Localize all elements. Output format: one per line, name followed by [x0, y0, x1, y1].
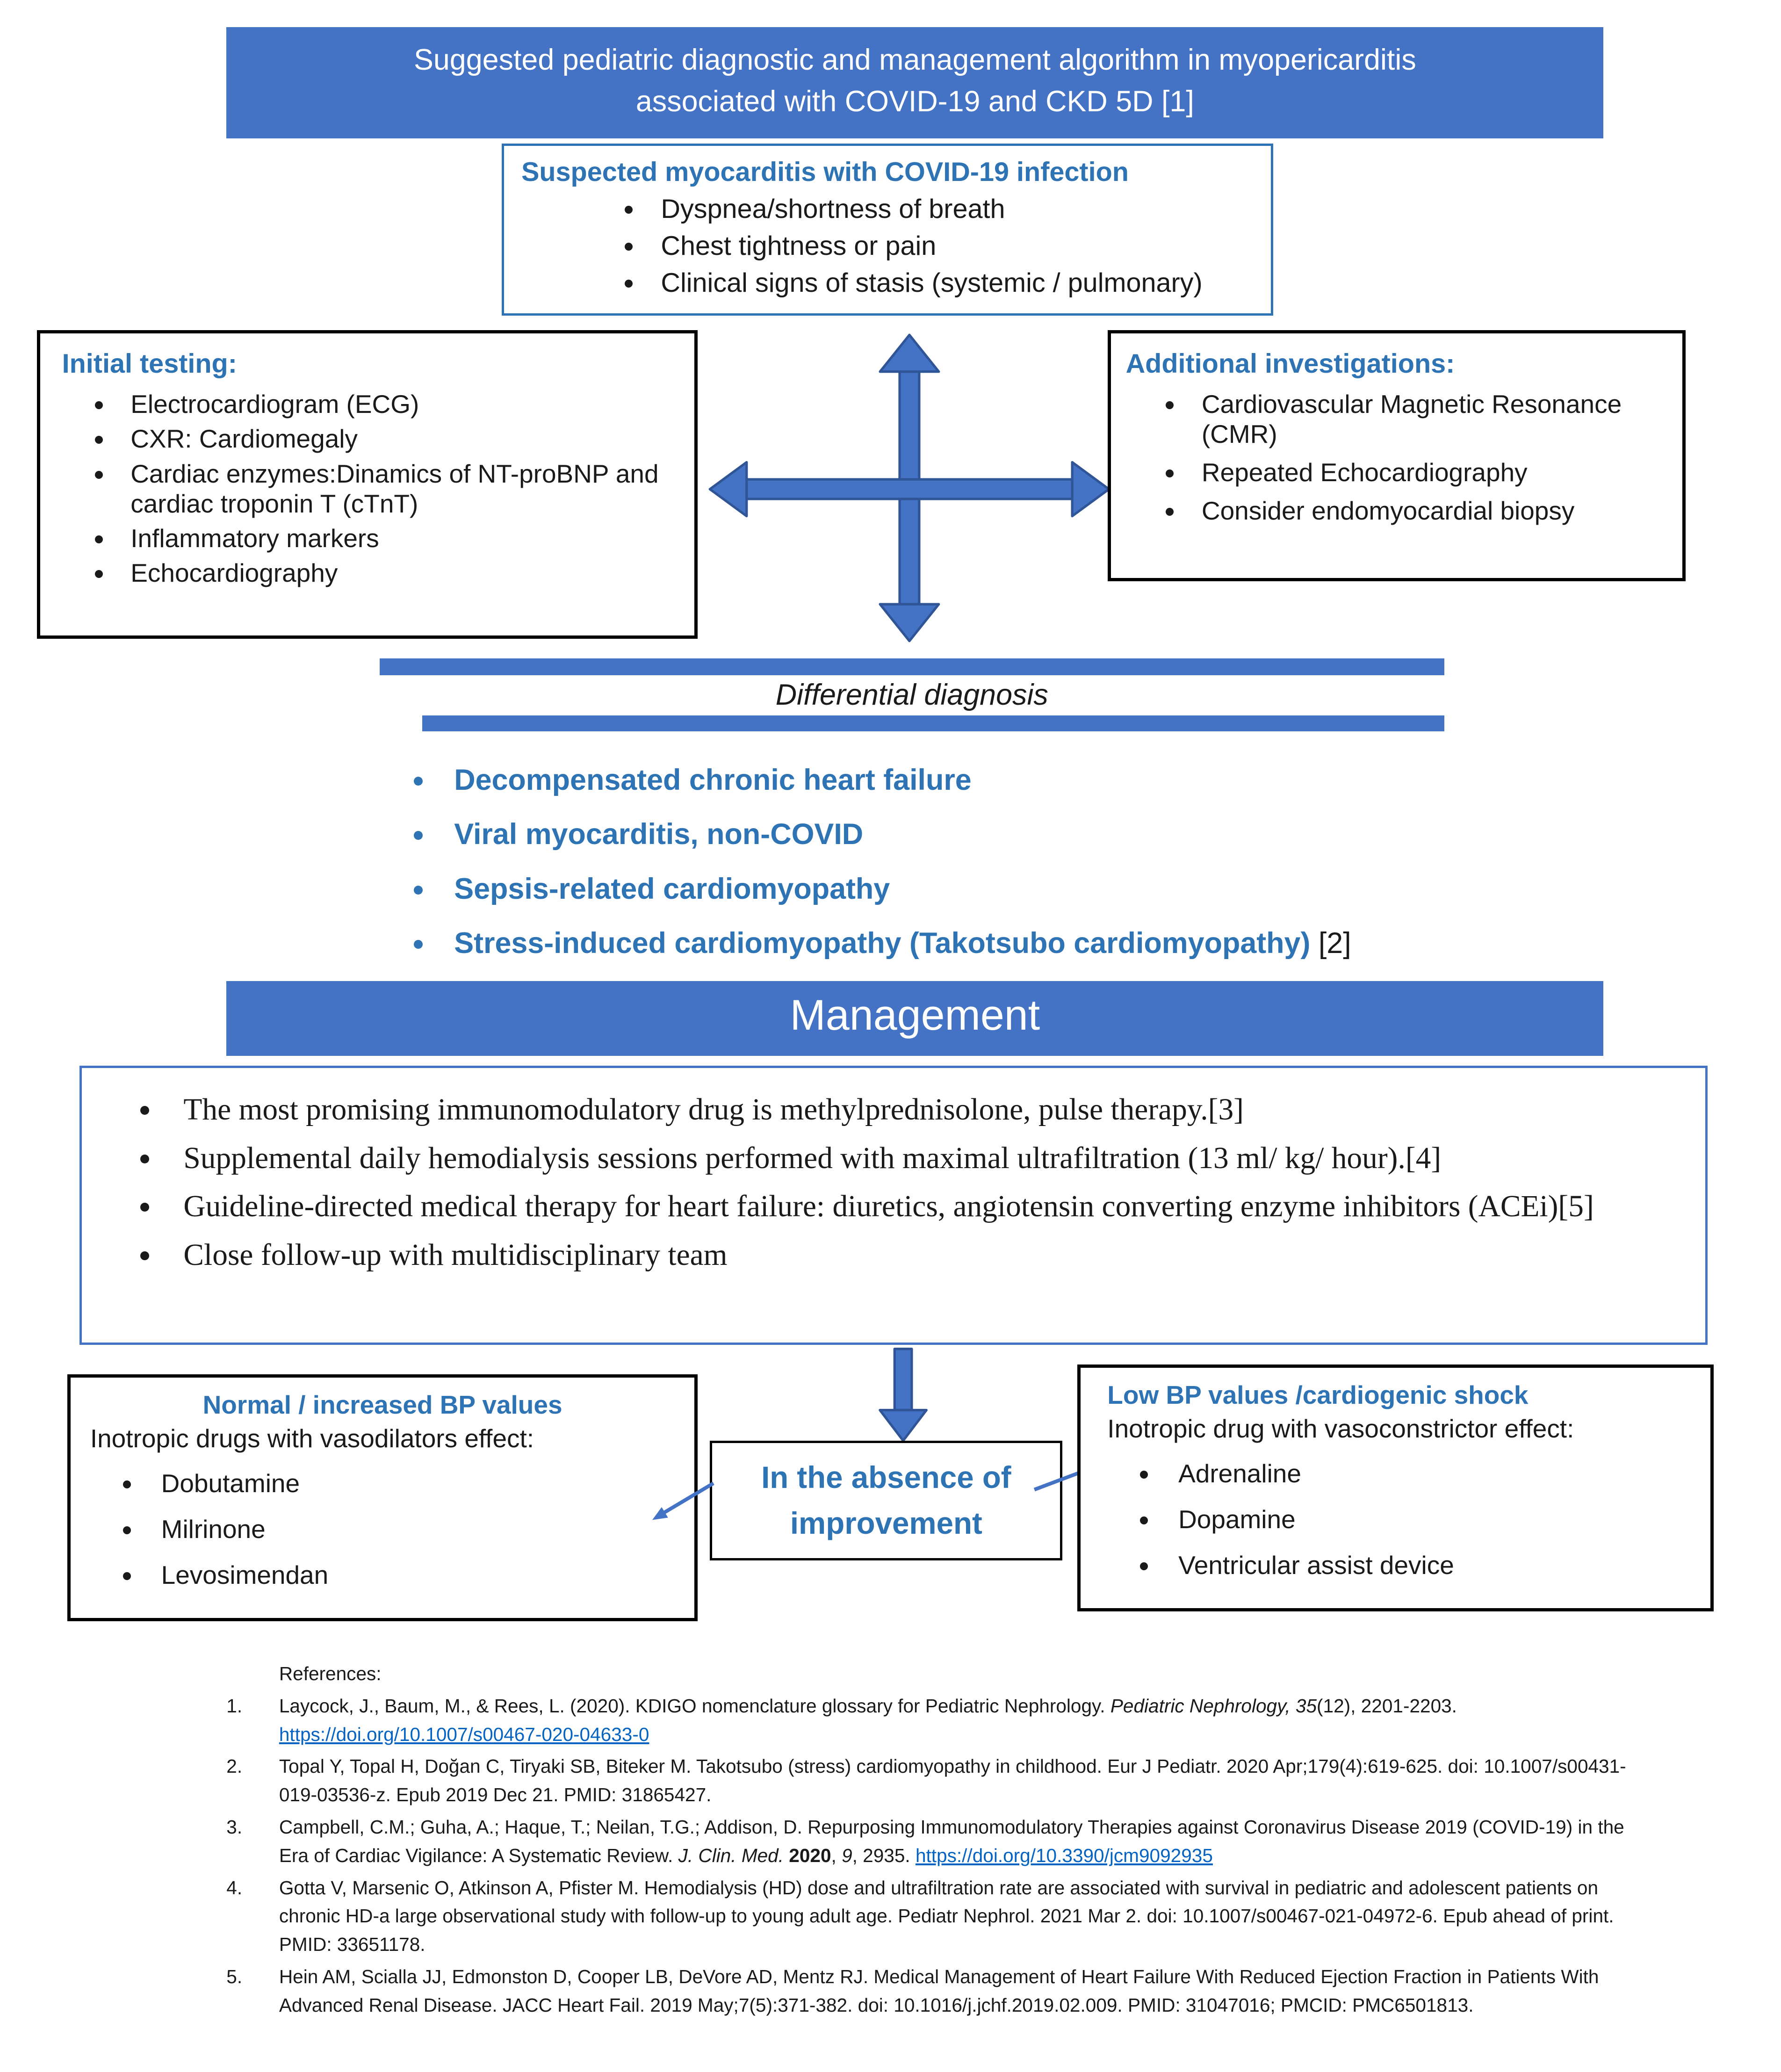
reference-item: [226, 1963, 1634, 2020]
cross-arrows-icon: [707, 332, 1111, 643]
symptom-item: • Dyspnea/shortness of breath: [644, 194, 1254, 224]
test-item: • Echocardiography: [114, 558, 682, 588]
differential-item: [434, 763, 1781, 797]
differential-item: [434, 817, 1781, 851]
test-item: • CXR: Cardiomegaly: [114, 424, 682, 454]
management-item: • Supplemental daily hemodialysis sessions performed with maximal ultrafiltration (13 ml/ kg/ hour).[4]: [161, 1141, 1680, 1176]
drug-item: • Ventricular assist device: [1159, 1550, 1683, 1580]
reference-text: [279, 1692, 1634, 1749]
reference-part: ,: [831, 1844, 842, 1866]
reference-part-italic: 9: [842, 1844, 852, 1866]
differential-item-text: Stress-induced cardiomyopathy (Takotsubo cardiomyopathy): [454, 927, 1311, 960]
test-item: • Cardiac enzymes:Dinamics of NT-proBNP and cardiac troponin T (cTnT): [114, 459, 682, 519]
low-bp-box: [1077, 1364, 1714, 1611]
normal-bp-box: [67, 1374, 698, 1621]
low-bp-title: Low BP values /cardiogenic shock: [1107, 1380, 1529, 1410]
doi-link[interactable]: https://doi.org/10.1007/s00467-020-04633-0: [279, 1723, 649, 1745]
management-item: • Guideline-directed medical therapy for heart failure: diuretics, angiotensin converting enzyme inhibitors (ACEi)[5]: [161, 1189, 1680, 1224]
differential-item: [434, 926, 1781, 960]
reference-part: Laycock, J., Baum, M., & Rees, L. (2020). KDIGO nomenclature glossary for Pediatric Nephrology.: [279, 1695, 1110, 1717]
additional-investigations-box: [1108, 330, 1686, 581]
differential-title: Differential diagnosis: [775, 678, 1048, 711]
vasodilator-drug-list: [90, 1468, 675, 1590]
references-section: [226, 1660, 1634, 2020]
investigation-item: • Consider endomyocardial biopsy: [1184, 496, 1667, 526]
reference-number: 2.: [226, 1755, 243, 1777]
drug-item: • Adrenaline: [1159, 1458, 1683, 1488]
management-item: • The most promising immunomodulatory drug is methylprednisolone, pulse therapy.[3]: [161, 1092, 1680, 1127]
drug-item: • Dobutamine: [142, 1468, 675, 1498]
suspected-myocarditis-box: [502, 144, 1273, 316]
testing-section: [0, 330, 1781, 649]
differential-bottom-bar: [422, 715, 1444, 731]
reference-number: 3.: [226, 1816, 243, 1838]
management-list: [107, 1092, 1681, 1273]
drug-item: • Milrinone: [142, 1514, 675, 1544]
additional-investigations-list: [1126, 389, 1668, 526]
investigation-item: • Cardiovascular Magnetic Resonance (CMR): [1184, 389, 1667, 449]
citation-marker: [2]: [1310, 927, 1351, 960]
reference-part-italic: J. Clin. Med.: [678, 1844, 789, 1866]
differential-item-text: Decompensated chronic heart failure: [454, 763, 972, 796]
reference-text: Topal Y, Topal H, Doğan C, Tiryaki SB, Biteker M. Takotsubo (stress) cardiomyopathy in childhood. Eur J Pediatr. 2020 Apr;179(4):619-625. doi: 10.1007/s00431-019-03536-z. Epub 2019 Dec 21. PMID: 31865427.: [279, 1755, 1626, 1806]
suspected-box-title: Suspected myocarditis with COVID-19 infection: [521, 157, 1129, 188]
test-item: • Inflammatory markers: [114, 523, 682, 553]
references-heading: References:: [279, 1663, 382, 1685]
initial-testing-box: [37, 330, 698, 639]
down-arrow-icon: [876, 1348, 930, 1443]
title-line-2: associated with COVID-19 and CKD 5D [1]: [635, 85, 1194, 118]
drug-item: • Levosimendan: [142, 1560, 675, 1590]
differential-list: [367, 763, 1781, 960]
differential-item-text: Sepsis-related cardiomyopathy: [454, 872, 890, 905]
reference-part-bold: 2020: [789, 1844, 831, 1866]
title-line-1: Suggested pediatric diagnostic and management algorithm in myopericarditis: [413, 43, 1416, 76]
reference-item: [226, 1692, 1634, 1749]
symptom-item: • Chest tightness or pain: [644, 231, 1254, 261]
reference-number: 4.: [226, 1877, 243, 1899]
investigation-item: • Repeated Echocardiography: [1184, 457, 1667, 487]
escalation-section: [0, 1345, 1781, 1608]
drug-item: • Dopamine: [1159, 1504, 1683, 1534]
absence-line-2: improvement: [790, 1506, 982, 1540]
vasoconstrictor-drug-list: [1107, 1458, 1683, 1580]
management-item: • Close follow-up with multidisciplinary team: [161, 1238, 1680, 1273]
reference-part: (12), 2201-2203.: [1317, 1695, 1457, 1717]
differential-item: [434, 872, 1781, 906]
normal-bp-subtitle: Inotropic drugs with vasodilators effect:: [90, 1424, 534, 1453]
additional-investigations-title: Additional investigations:: [1125, 348, 1455, 379]
reference-part: Campbell, C.M.; Guha, A.; Haque, T.; Neilan, T.G.; Addison, D. Repurposing Immunomodulatory Therapies against Coronavirus Disease 2019 (COVID-19) in the Era of Cardiac Vigilance: A Systematic Review.: [279, 1816, 1624, 1866]
doi-link[interactable]: https://doi.org/10.3390/jcm9092935: [915, 1844, 1213, 1866]
differential-top-bar: [380, 658, 1445, 676]
reference-item: [226, 1752, 1634, 1809]
differential-item-text: Viral myocarditis, non-COVID: [454, 818, 864, 851]
low-bp-subtitle: Inotropic drug with vasoconstrictor effect:: [1107, 1414, 1574, 1444]
symptom-item: • Clinical signs of stasis (systemic / pulmonary): [644, 267, 1254, 298]
test-item: • Electrocardiogram (ECG): [114, 389, 682, 419]
initial-testing-list: [52, 389, 682, 588]
left-connector-arrow-icon: [642, 1473, 718, 1529]
reference-item: [226, 1813, 1634, 1870]
reference-part: , 2935.: [852, 1844, 916, 1866]
reference-item: [226, 1874, 1634, 1959]
reference-part-italic: Pediatric Nephrology, 35: [1110, 1695, 1317, 1717]
reference-text: Gotta V, Marsenic O, Atkinson A, Pfister M. Hemodialysis (HD) dose and ultrafiltration rate are associated with survival in pediatric and adolescent patients on chronic HD-a large observational study with follow-up to young adult age. Pediatr Nephrol. 2021 Mar 2. doi: 10.1007/s00467-021-04972-6. Epub ahead of print. PMID: 33651178.: [279, 1877, 1614, 1956]
absence-of-improvement-box: [710, 1441, 1062, 1561]
suspected-symptom-list: [521, 194, 1254, 298]
management-banner: Management: [226, 981, 1603, 1056]
reference-number: 5.: [226, 1966, 243, 1988]
reference-number: 1.: [226, 1695, 243, 1717]
reference-text: Hein AM, Scialla JJ, Edmonston D, Cooper LB, DeVore AD, Mentz RJ. Medical Management of Heart Failure With Reduced Ejection Fraction in Patients With Advanced Renal Disease. JACC Heart Fail. 2019 May;7(5):371-382. doi: 10.1016/j.jchf.2019.02.009. PMID: 31047016; PMCID: PMC6501813.: [279, 1966, 1599, 2016]
normal-bp-title: Normal / increased BP values: [202, 1390, 562, 1420]
title-banner: [226, 27, 1603, 139]
management-box: [79, 1066, 1708, 1345]
absence-line-1: In the absence of: [761, 1460, 1011, 1494]
reference-text: [279, 1813, 1634, 1870]
initial-testing-title: Initial testing:: [62, 348, 237, 379]
